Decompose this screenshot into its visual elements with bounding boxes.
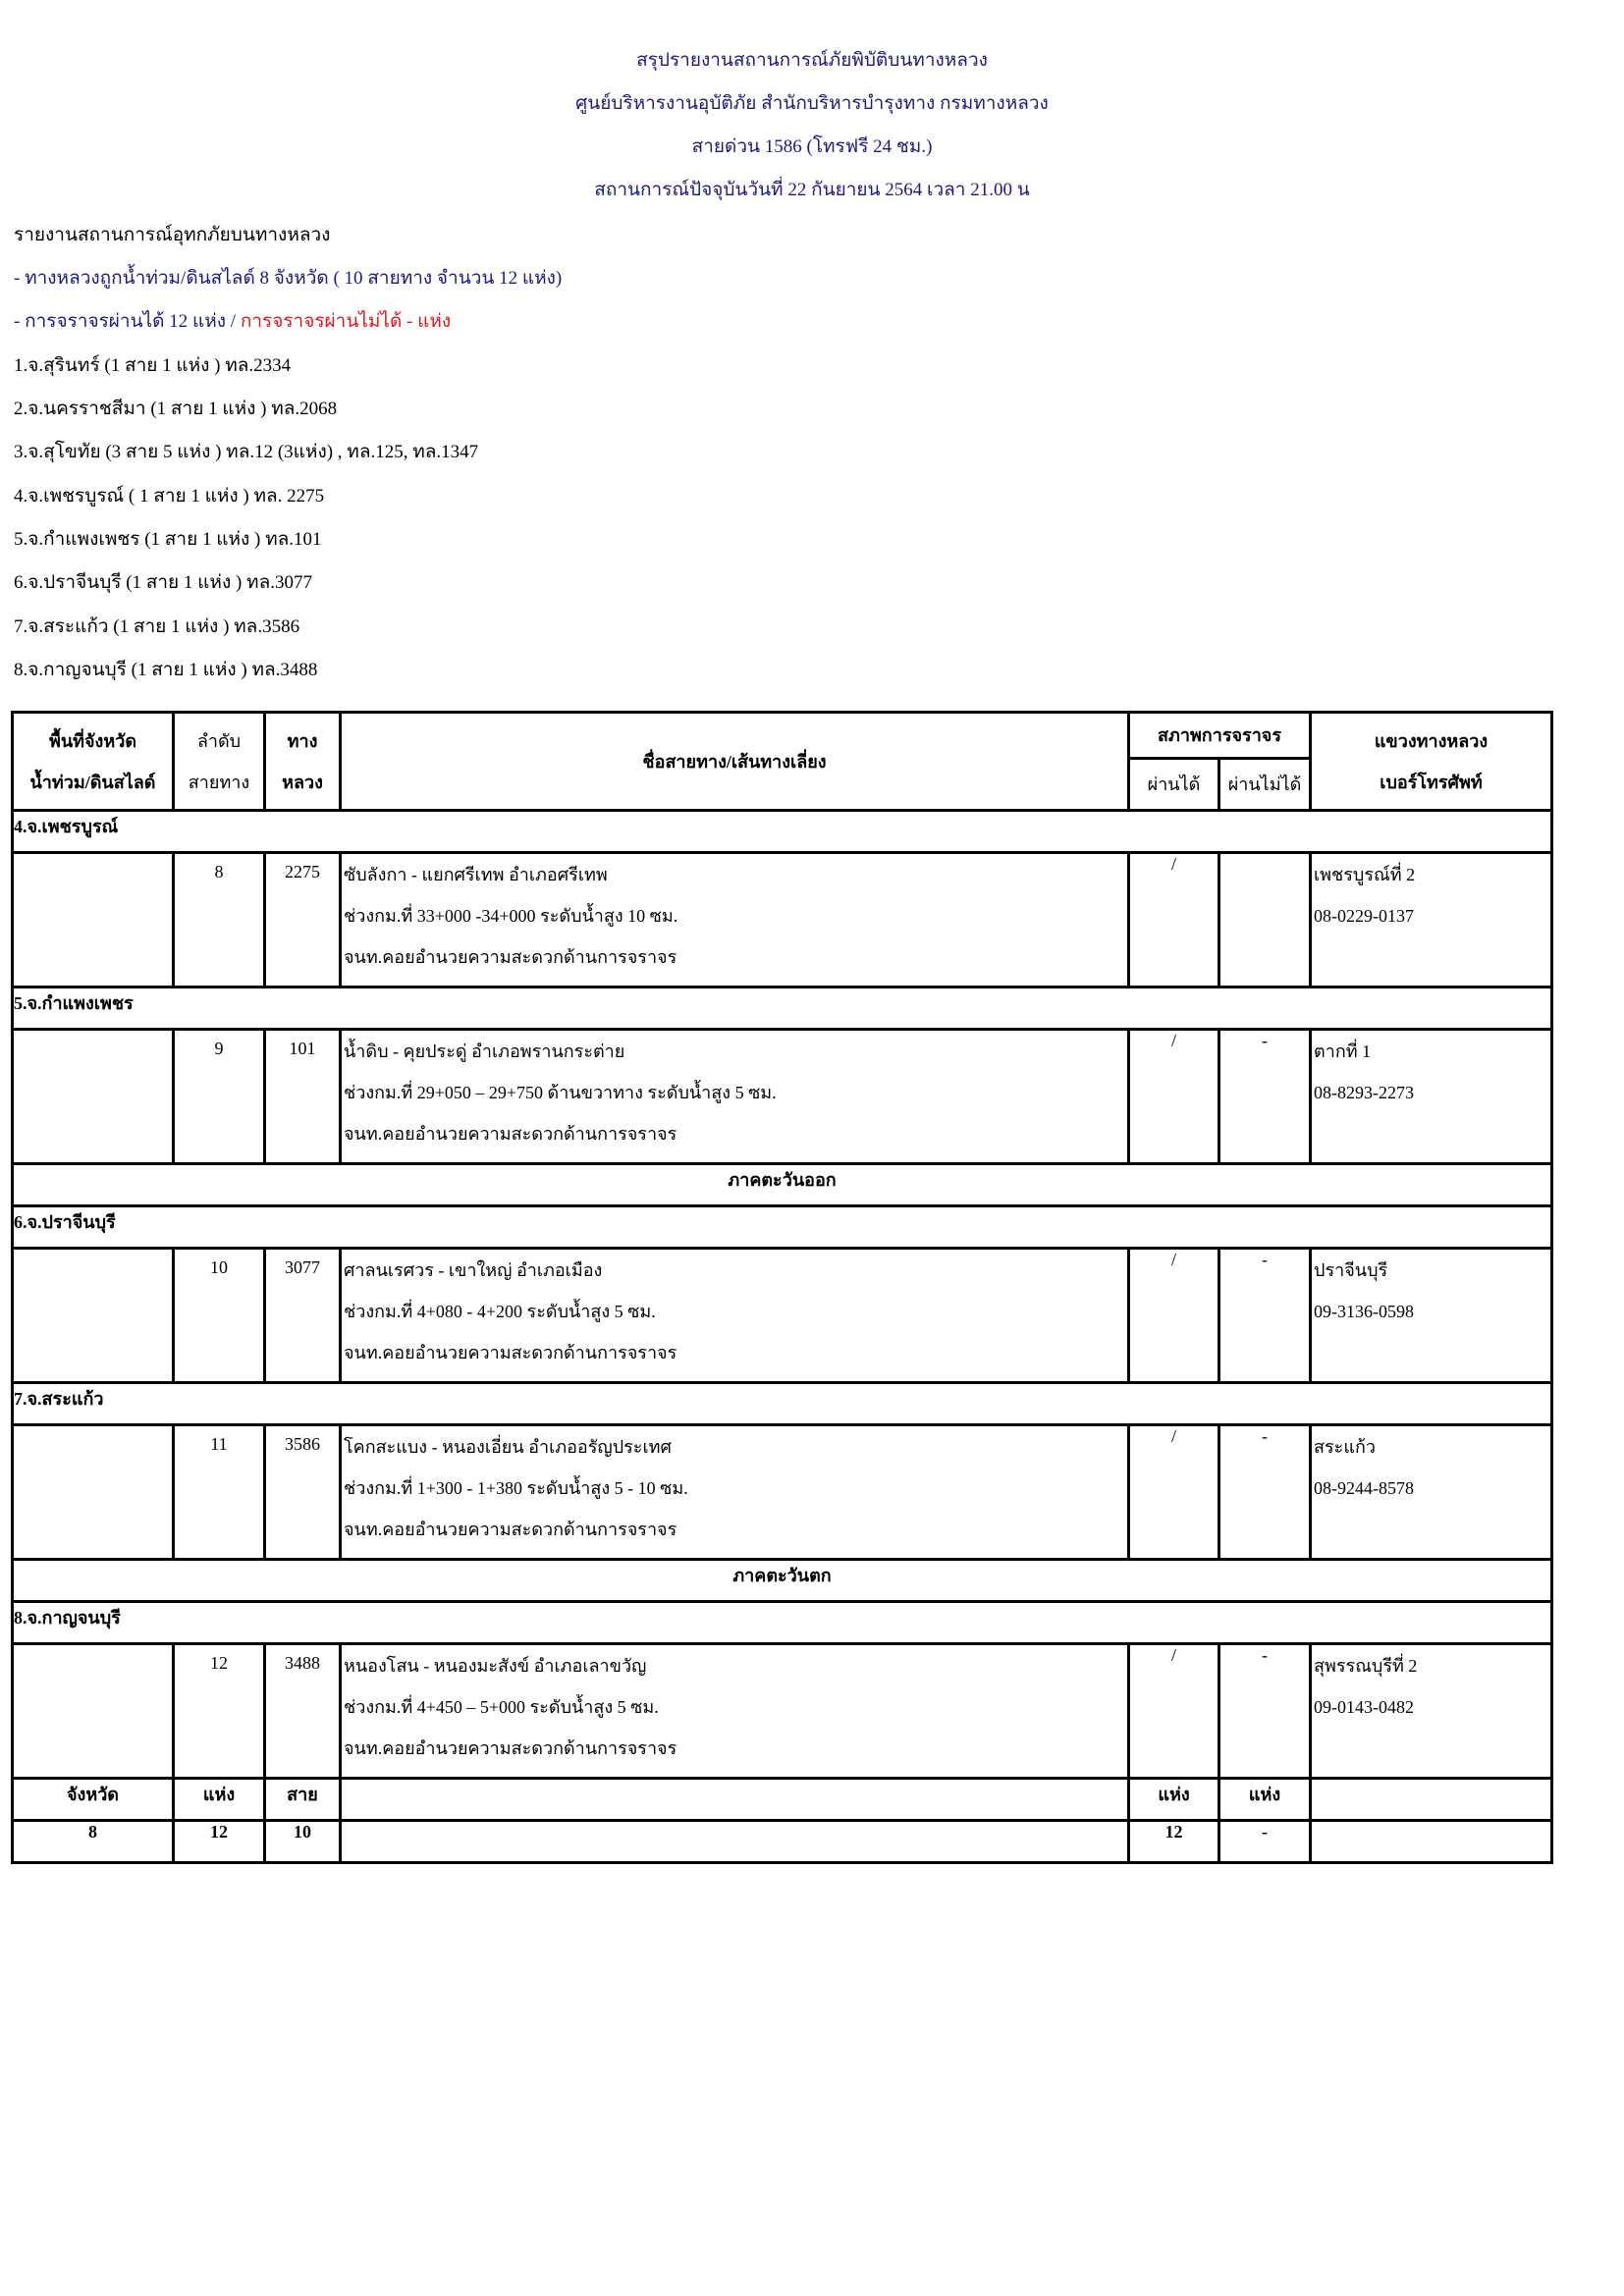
- table-row: [13, 853, 1552, 988]
- province-list-item: 4.จ.เพชรบูรณ์ ( 1 สาย 1 แห่ง ) ทล. 2275: [14, 486, 325, 507]
- total-routes-value: 10: [265, 1821, 341, 1863]
- summary-affected: - ทางหลวงถูกน้ำท่วม/ดินสไลด์ 8 จังหวัด ( 10 สายทาง จำนวน 12 แห่ง): [14, 268, 563, 289]
- region-row-west: ภาคตะวันตก: [13, 1560, 1552, 1602]
- highway-cell: 101: [265, 1030, 341, 1164]
- col-highway: ทาง หลวง: [265, 713, 341, 811]
- pass-cell: /: [1129, 1249, 1219, 1383]
- route-cell: น้ำดิบ - คุยประดู่ อำเภอพรานกระต่าย ช่วงกม.ที่ 29+050 – 29+750 ด้านขวาทาง ระดับน้ำสูง 5 ซม. จนท.คอยอำนวยความสะดวกด้านการจราจร: [341, 1030, 1129, 1164]
- header-row: [13, 713, 1552, 759]
- province-row: 6.จ.ปราจีนบุรี: [13, 1206, 1552, 1249]
- totals-label-row: [13, 1779, 1552, 1821]
- col-pass: ผ่านได้: [1129, 759, 1219, 811]
- col-seq: ลำดับ สายทาง: [174, 713, 265, 811]
- office-cell: เพชรบูรณ์ที่ 2 08-0229-0137: [1311, 853, 1552, 988]
- pass-cell: /: [1129, 1425, 1219, 1560]
- summary-heading: รายงานสถานการณ์อุทกภัยบนทางหลวง: [14, 225, 331, 245]
- seq-cell: 10: [174, 1249, 265, 1383]
- status-time: สถานการณ์ปัจจุบันวันที่ 22 กันยายน 2564 เวลา 21.00 น: [594, 180, 1030, 200]
- total-places-value: 12: [174, 1821, 265, 1863]
- province-list-item: 5.จ.กำแพงเพชร (1 สาย 1 แห่ง ) ทล.101: [14, 529, 322, 550]
- highway-cell: 2275: [265, 853, 341, 988]
- route-cell: หนองโสน - หนองมะสังข์ อำเภอเลาขวัญ ช่วงกม.ที่ 4+450 – 5+000 ระดับน้ำสูง 5 ซม. จนท.คอยอำนวยความสะดวกด้านการจราจร: [341, 1644, 1129, 1779]
- province-row: 5.จ.กำแพงเพชร: [13, 988, 1552, 1030]
- totals-value-row: [13, 1821, 1552, 1863]
- total-provinces-value: 8: [13, 1821, 174, 1863]
- total-pass-label: แห่ง: [1129, 1779, 1219, 1821]
- nopass-cell: -: [1219, 1644, 1311, 1779]
- report-title: สรุปรายงานสถานการณ์ภัยพิบัติบนทางหลวง: [636, 50, 988, 71]
- pass-cell: /: [1129, 853, 1219, 988]
- total-pass-value: 12: [1129, 1821, 1219, 1863]
- office-cell: ตากที่ 1 08-8293-2273: [1311, 1030, 1552, 1164]
- summary-traffic: [14, 306, 451, 336]
- highway-cell: 3077: [265, 1249, 341, 1383]
- route-cell: ซับลังกา - แยกศรีเทพ อำเภอศรีเทพ ช่วงกม.ที่ 33+000 -34+000 ระดับน้ำสูง 10 ซม. จนท.คอยอำนวยความสะดวกด้านการจราจร: [341, 853, 1129, 988]
- province-list-item: 8.จ.กาญจนบุรี (1 สาย 1 แห่ง ) ทล.3488: [14, 660, 318, 680]
- col-traffic: สภาพการจราจร: [1129, 713, 1311, 759]
- report-subtitle: ศูนย์บริหารงานอุบัติภัย สำนักบริหารบำรุงทาง กรมทางหลวง: [575, 93, 1049, 114]
- total-nopass-value: -: [1219, 1821, 1311, 1863]
- pass-cell: /: [1129, 1030, 1219, 1164]
- seq-cell: 11: [174, 1425, 265, 1560]
- hotline: สายด่วน 1586 (โทรฟรี 24 ชม.): [691, 136, 933, 157]
- nopass-cell: -: [1219, 1249, 1311, 1383]
- table-row: [13, 1030, 1552, 1164]
- seq-cell: 12: [174, 1644, 265, 1779]
- nopass-cell: -: [1219, 1425, 1311, 1560]
- province-list-item: 6.จ.ปราจีนบุรี (1 สาย 1 แห่ง ) ทล.3077: [14, 572, 312, 593]
- impassable-text: การจราจรผ่านไม่ได้ - แห่ง: [240, 311, 452, 332]
- office-cell: สระแก้ว 08-9244-8578: [1311, 1425, 1552, 1560]
- province-list-item: 3.จ.สุโขทัย (3 สาย 5 แห่ง ) ทล.12 (3แห่ง) , ทล.125, ทล.1347: [14, 442, 479, 462]
- highway-cell: 3488: [265, 1644, 341, 1779]
- table-row: [13, 1425, 1552, 1560]
- seq-cell: 9: [174, 1030, 265, 1164]
- province-list-item: 2.จ.นครราชสีมา (1 สาย 1 แห่ง ) ทล.2068: [14, 399, 338, 419]
- col-route-name: ชื่อสายทาง/เส้นทางเลี่ยง: [341, 713, 1129, 811]
- region-row-east: ภาคตะวันออก: [13, 1164, 1552, 1206]
- col-nopass: ผ่านไม่ได้: [1219, 759, 1311, 811]
- province-row: 8.จ.กาญจนบุรี: [13, 1602, 1552, 1644]
- province-list-item: 1.จ.สุรินทร์ (1 สาย 1 แห่ง ) ทล.2334: [14, 355, 292, 376]
- total-places-label: แห่ง: [174, 1779, 265, 1821]
- province-list-item: 7.จ.สระแก้ว (1 สาย 1 แห่ง ) ทล.3586: [14, 616, 300, 637]
- nopass-cell: [1219, 853, 1311, 988]
- table-row: [13, 1644, 1552, 1779]
- table-row: [13, 1249, 1552, 1383]
- province-row: 4.จ.เพชรบูรณ์: [13, 811, 1552, 853]
- route-cell: โคกสะแบง - หนองเอี่ยน อำเภออรัญประเทศ ช่วงกม.ที่ 1+300 - 1+380 ระดับน้ำสูง 5 - 10 ซม. จนท.คอยอำนวยความสะดวกด้านการจราจร: [341, 1425, 1129, 1560]
- nopass-cell: -: [1219, 1030, 1311, 1164]
- pass-cell: /: [1129, 1644, 1219, 1779]
- col-area: พื้นที่จังหวัด น้ำท่วม/ดินสไลด์: [13, 713, 174, 811]
- highway-cell: 3586: [265, 1425, 341, 1560]
- office-cell: ปราจีนบุรี 09-3136-0598: [1311, 1249, 1552, 1383]
- passable-text: - การจราจรผ่านได้ 12 แห่ง /: [14, 311, 241, 332]
- office-cell: สุพรรณบุรีที่ 2 09-0143-0482: [1311, 1644, 1552, 1779]
- total-routes-label: สาย: [265, 1779, 341, 1821]
- total-provinces-label: จังหวัด: [13, 1779, 174, 1821]
- route-cell: ศาลนเรศวร - เขาใหญ่ อำเภอเมือง ช่วงกม.ที่ 4+080 - 4+200 ระดับน้ำสูง 5 ซม. จนท.คอยอำนวยความสะดวกด้านการจราจร: [341, 1249, 1129, 1383]
- province-row: 7.จ.สระแก้ว: [13, 1383, 1552, 1425]
- seq-cell: 8: [174, 853, 265, 988]
- report-table: [11, 711, 1553, 1864]
- col-office: แขวงทางหลวง เบอร์โทรศัพท์: [1311, 713, 1552, 811]
- total-nopass-label: แห่ง: [1219, 1779, 1311, 1821]
